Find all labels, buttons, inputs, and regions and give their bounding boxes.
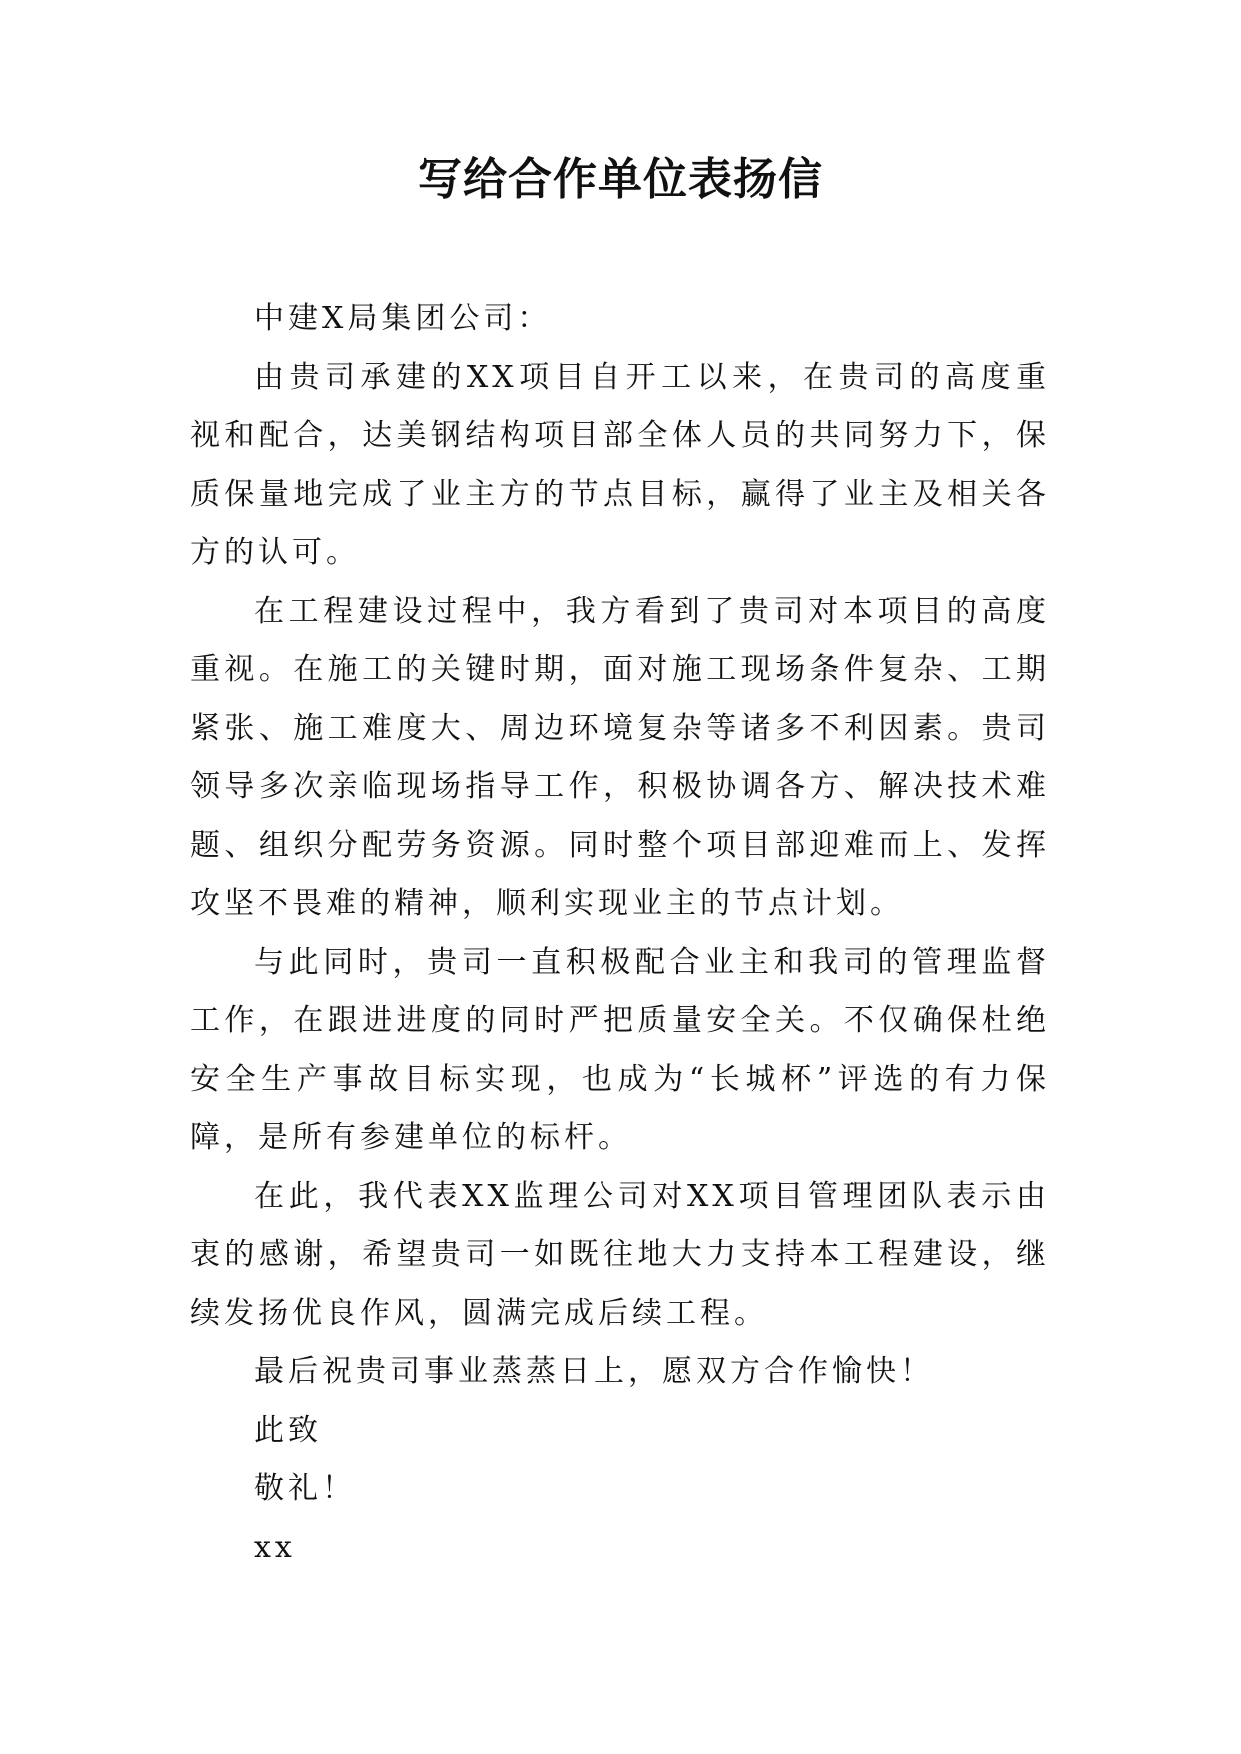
letter-body [190, 290, 1050, 1577]
paragraph-3: 与此同时，贵司一直积极配合业主和我司的管理监督工作，在跟进进度的同时严把质量安全关。不仅确保杜绝安全生产事故目标实现，也成为“长城杯”评选的有力保障，是所有参建单位的标杆。 [190, 944, 1050, 1155]
salutation: 中建X局集团公司： [254, 301, 552, 336]
signature: xx [254, 1529, 296, 1565]
closing-line-1: 此致 [254, 1412, 322, 1448]
closing-line-2: 敬礼！ [254, 1471, 356, 1506]
paragraph-4: 在此，我代表XX监理公司对XX项目管理团队表示由衷的感谢，希望贵司一如既往地大力支持本工程建设，继续发扬优良作风，圆满完成后续工程。 [190, 1178, 1050, 1331]
paragraph-1: 由贵司承建的XX项目自开工以来，在贵司的高度重视和配合，达美钢结构项目部全体人员的共同努力下，保质保量地完成了业主方的节点目标，赢得了业主及相关各方的认可。 [190, 359, 1050, 570]
closing-wish: 最后祝贵司事业蒸蒸日上，愿双方合作愉快！ [254, 1354, 934, 1389]
document-title: 写给合作单位表扬信 [418, 154, 823, 205]
paragraph-2: 在工程建设过程中，我方看到了贵司对本项目的高度重视。在施工的关键时期，面对施工现场条件复杂、工期紧张、施工难度大、周边环境复杂等诸多不利因素。贵司领导多次亲临现场指导工作，积极协调各方、解决技术难题、组织分配劳务资源。同时整个项目部迎难而上、发挥攻坚不畏难的精神，顺利实现业主的节点计划。 [190, 593, 1050, 921]
